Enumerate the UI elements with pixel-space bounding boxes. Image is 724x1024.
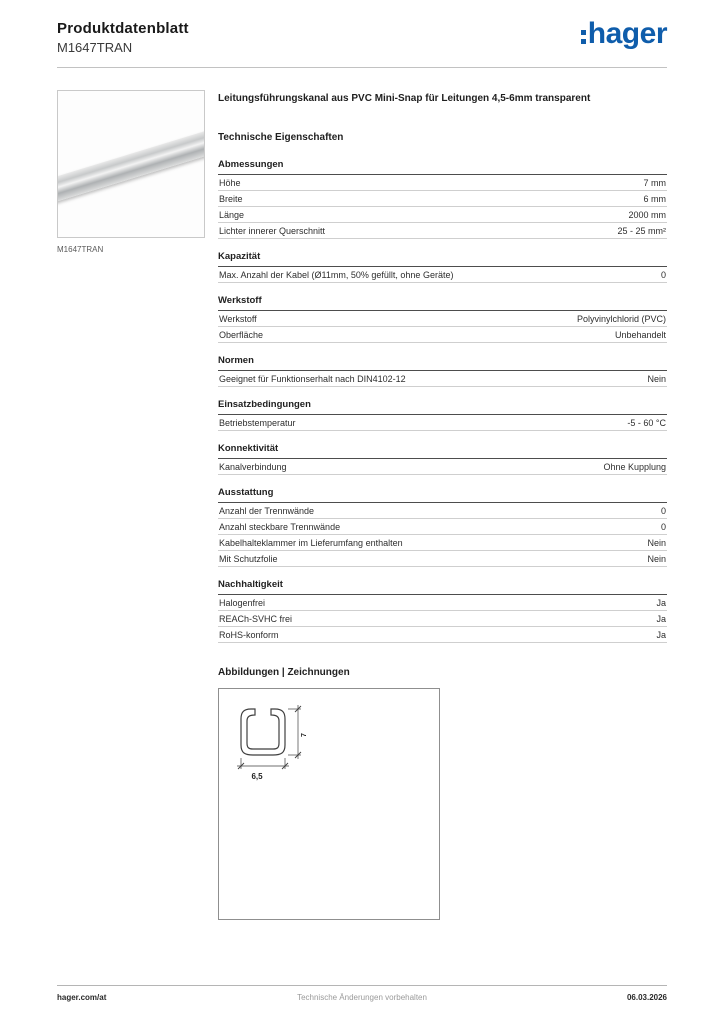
table-row (218, 371, 667, 387)
row-label: Lichter innerer Querschnitt (219, 225, 326, 236)
row-label: Werkstoff (219, 313, 257, 324)
header-title-block (57, 20, 189, 55)
table-row (218, 267, 667, 283)
table-row (218, 611, 667, 627)
row-label: Max. Anzahl der Kabel (Ø11mm, 50% gefüllt, ohne Geräte) (219, 269, 454, 280)
row-value: Ja (656, 629, 666, 640)
section-title: Werkstoff (218, 295, 667, 311)
table-row (218, 207, 667, 223)
row-value: Nein (647, 553, 666, 564)
product-id: M1647TRAN (57, 40, 133, 55)
spec-section-4 (218, 399, 667, 431)
doc-type-title: Produktdatenblatt (57, 20, 189, 37)
logo-colon-icon (581, 26, 586, 49)
row-label: Kanalverbindung (219, 461, 287, 472)
table-row (218, 551, 667, 567)
width-dimension-label: 6,5 (251, 771, 263, 781)
spec-column (218, 90, 667, 920)
product-image-column (57, 90, 205, 920)
section-title: Einsatzbedingungen (218, 399, 667, 415)
tech-properties-heading: Technische Eigenschaften (218, 131, 344, 143)
footer-date: 06.03.2026 (626, 993, 667, 1002)
table-row (218, 191, 667, 207)
row-value: Unbehandelt (614, 329, 666, 340)
row-value: 6 mm (643, 193, 666, 204)
row-label: Halogenfrei (219, 597, 266, 608)
section-title: Normen (218, 355, 667, 371)
channel-product-photo (57, 123, 205, 207)
row-label: Mit Schutzfolie (219, 553, 278, 564)
row-value: Nein (647, 537, 666, 548)
hager-logo (581, 17, 667, 50)
row-label: Kabelhalteklammer im Lieferumfang enthalten (219, 537, 403, 548)
row-value: Ja (656, 597, 666, 608)
row-label: RoHS-konform (219, 629, 279, 640)
row-label: Breite (219, 193, 243, 204)
row-label: Anzahl steckbare Trennwände (219, 521, 341, 532)
spec-section-6 (218, 487, 667, 567)
footer-notice: Technische Änderungen vorbehalten (297, 993, 427, 1002)
row-value: 25 - 25 mm² (617, 225, 666, 236)
footer-website-link[interactable]: hager.com/at (57, 993, 107, 1002)
logo-text: hager (587, 17, 667, 50)
product-title: Leitungsführungskanal aus PVC Mini-Snap für Leitungen 4,5-6mm transparent (218, 93, 591, 104)
spec-section-5 (218, 443, 667, 475)
section-title: Kapazität (218, 251, 667, 267)
spec-section-3 (218, 355, 667, 387)
row-label: REACh-SVHC frei (219, 613, 293, 624)
table-row (218, 535, 667, 551)
spec-section-0 (218, 159, 667, 239)
product-image (57, 90, 205, 238)
row-value: Ohne Kupplung (603, 461, 666, 472)
row-value: 0 (660, 505, 666, 516)
spec-section-2 (218, 295, 667, 343)
channel-profile-path (241, 709, 285, 755)
channel-cross-section-drawing (227, 697, 357, 807)
row-value: Nein (647, 373, 666, 384)
spec-section-7 (218, 579, 667, 643)
table-row (218, 327, 667, 343)
technical-drawing-box (218, 688, 440, 920)
row-value: 0 (660, 521, 666, 532)
row-value: Polyvinylchlorid (PVC) (576, 313, 666, 324)
row-label: Höhe (219, 177, 241, 188)
row-value: 2000 mm (628, 209, 666, 220)
row-value: 7 mm (643, 177, 666, 188)
section-title: Nachhaltigkeit (218, 579, 667, 595)
row-value: -5 - 60 °C (627, 417, 666, 428)
table-row (218, 311, 667, 327)
row-label: Oberfläche (219, 329, 264, 340)
table-row (218, 595, 667, 611)
spec-section-1 (218, 251, 667, 283)
row-label: Länge (219, 209, 245, 220)
drawings-heading: Abbildungen | Zeichnungen (218, 666, 350, 678)
row-label: Geeignet für Funktionserhalt nach DIN4102-12 (219, 373, 406, 384)
row-value: Ja (656, 613, 666, 624)
row-value: 0 (660, 269, 666, 280)
spec-sections (218, 159, 667, 643)
row-label: Anzahl der Trennwände (219, 505, 315, 516)
product-image-caption: M1647TRAN (57, 245, 104, 254)
table-row (218, 627, 667, 643)
content-columns (57, 90, 667, 920)
table-row (218, 459, 667, 475)
height-dimension-label: 7 (301, 732, 308, 737)
table-row (218, 519, 667, 535)
section-title: Konnektivität (218, 443, 667, 459)
table-row (218, 223, 667, 239)
page-header (57, 0, 667, 68)
section-title: Abmessungen (218, 159, 667, 175)
table-row (218, 503, 667, 519)
row-label: Betriebstemperatur (219, 417, 296, 428)
page-footer (57, 985, 667, 1002)
table-row (218, 415, 667, 431)
section-title: Ausstattung (218, 487, 667, 503)
table-row (218, 175, 667, 191)
